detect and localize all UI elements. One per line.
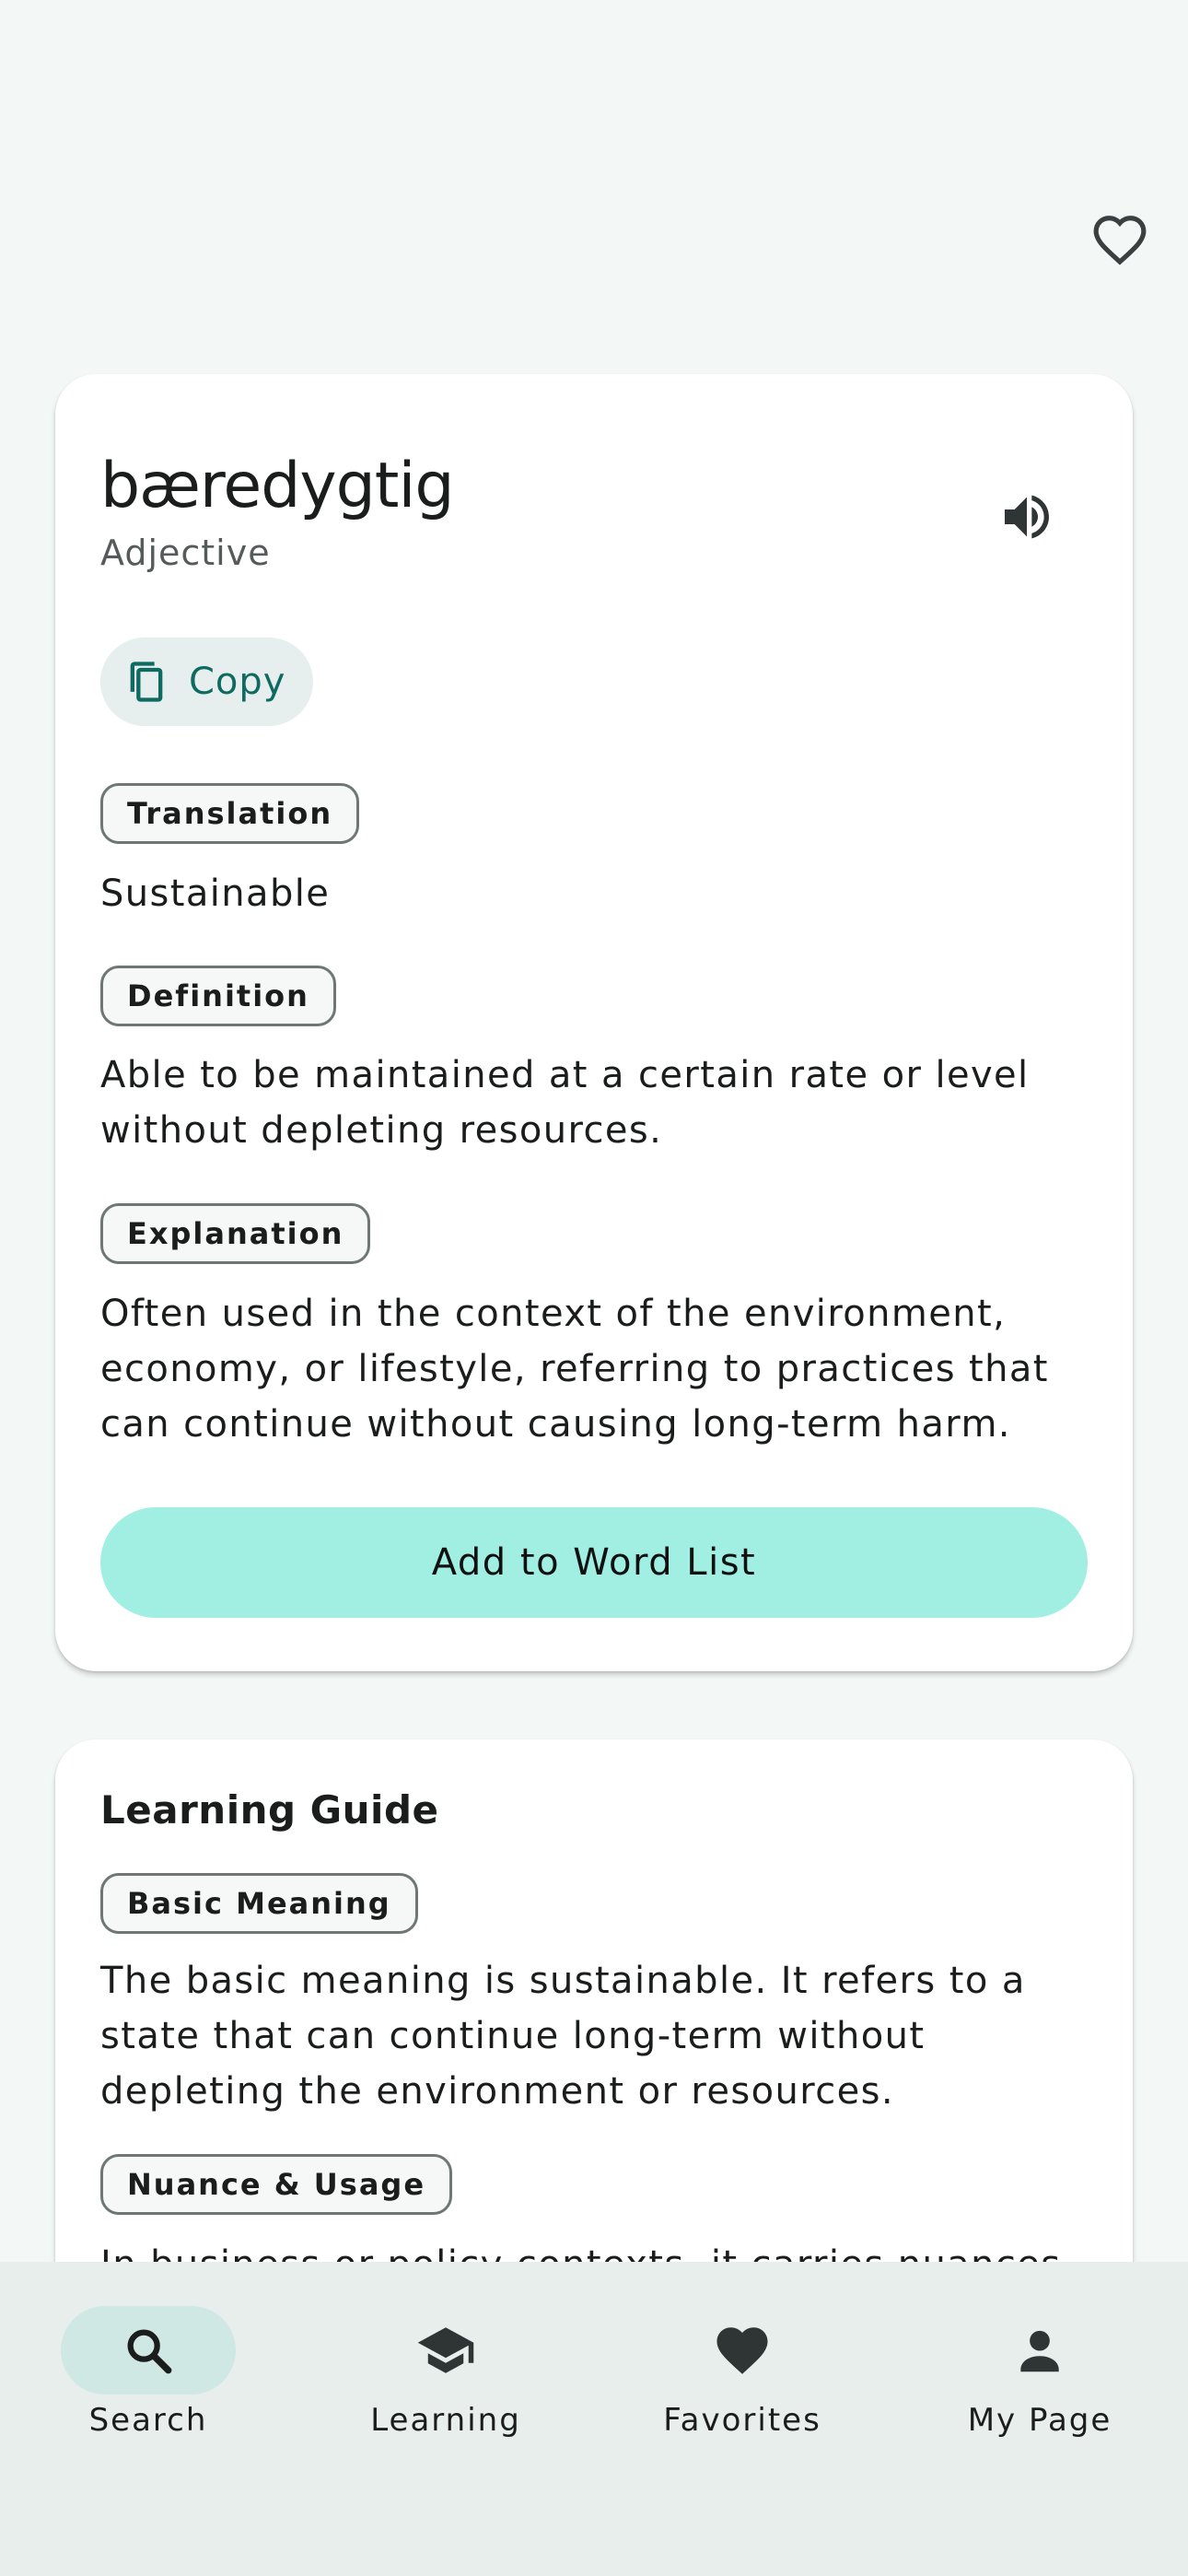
word-title: bæredygtig: [100, 450, 454, 522]
definition-chip: Definition: [100, 966, 336, 1026]
nav-icon-wrap: [655, 2306, 830, 2395]
bottom-navigation-bar: [0, 2262, 1188, 2576]
basic-meaning-text: The basic meaning is sustainable. It refers to a state that can continue long-term without depleting the environment or resources.: [100, 1960, 1026, 2113]
definition-text: Able to be maintained at a certain rate or level without depleting resources.: [100, 1054, 1030, 1152]
nav-icon-wrap: [952, 2306, 1127, 2395]
nav-icon-wrap: [358, 2306, 533, 2395]
learning-guide-title: Learning Guide: [100, 1787, 439, 1832]
favorite-toggle-button[interactable]: [1087, 206, 1153, 273]
copy-button[interactable]: [100, 638, 313, 726]
word-card: [55, 374, 1133, 1671]
nav-item-my-page[interactable]: [929, 2306, 1150, 2453]
explanation-chip: Explanation: [100, 1203, 370, 1264]
pronounce-button[interactable]: [976, 466, 1077, 568]
part-of-speech: Adjective: [100, 533, 271, 573]
nav-item-search[interactable]: [38, 2306, 259, 2453]
add-to-word-list-button[interactable]: Add to Word List: [100, 1507, 1088, 1618]
person-icon: [1011, 2322, 1068, 2379]
basic-meaning-chip: Basic Meaning: [100, 1873, 418, 1934]
heart-icon: [712, 2320, 773, 2381]
nav-label-my-page: My Page: [967, 2402, 1112, 2439]
explanation-text: Often used in the context of the environment, economy, or lifestyle, referring to practices that can continue without causing long-term harm.: [100, 1293, 1049, 1446]
copy-label: Copy: [189, 661, 286, 703]
volume-icon: [997, 487, 1056, 546]
nav-label-search: Search: [88, 2402, 208, 2439]
nav-label-favorites: Favorites: [663, 2402, 821, 2439]
translation-chip: Translation: [100, 783, 359, 844]
school-icon: [415, 2320, 476, 2381]
heart-outline-icon: [1091, 211, 1148, 268]
nav-label-learning: Learning: [370, 2402, 521, 2439]
copy-icon: [122, 658, 170, 706]
search-icon: [122, 2324, 175, 2377]
nav-item-learning[interactable]: [335, 2306, 556, 2453]
nuance-usage-chip: Nuance & Usage: [100, 2154, 452, 2215]
translation-text: Sustainable: [100, 872, 331, 915]
nav-item-favorites[interactable]: [632, 2306, 853, 2453]
nav-active-indicator: [61, 2306, 236, 2395]
